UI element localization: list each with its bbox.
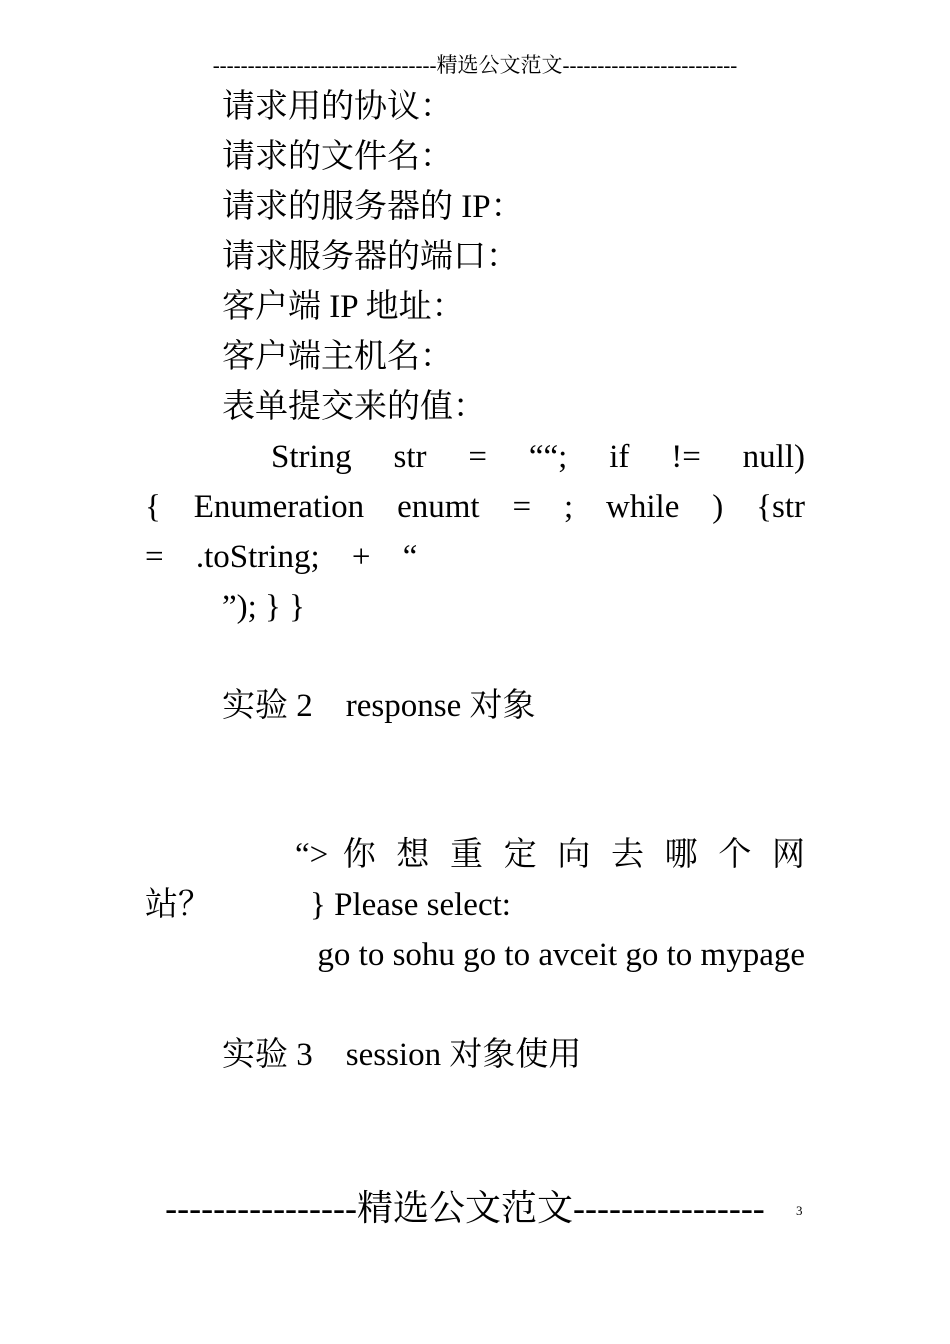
list-item-protocol: 请求用的协议： xyxy=(222,89,453,125)
list-item-client-ip: 客户端 IP 地址： xyxy=(222,289,465,325)
code-line-3-text: = .toString; + “ xyxy=(145,539,418,575)
redirect-line-3: go to sohu go to avceit go to mypage xyxy=(317,937,805,973)
list-item-client-hostname: 客户端主机名： xyxy=(222,339,453,375)
list-item-form-values: 表单提交来的值： xyxy=(222,389,486,425)
code-line-4: ”); } } xyxy=(222,589,305,625)
list-item-server-ip: 请求的服务器的 IP： xyxy=(222,189,524,225)
code-block xyxy=(145,432,805,632)
page-number: 3 xyxy=(796,1203,803,1218)
list-item-server-port: 请求服务器的端口： xyxy=(222,239,519,275)
redirect-line-1: “> 你 想 重 定 向 去 哪 个 网 xyxy=(295,837,805,873)
redirect-block xyxy=(145,830,805,980)
list-item-filename: 请求的文件名： xyxy=(222,139,453,175)
section-2-heading: 实验 2 response 对象 xyxy=(222,688,536,724)
code-line-1: String str = ““; if != null) xyxy=(271,439,805,475)
redirect-line-2: 站？ } Please select: xyxy=(145,887,511,923)
page-footer: ----------------精选公文范文---------------- xyxy=(165,1188,765,1228)
page-header: --------------------------------精选公文范文------------------------- xyxy=(212,53,738,77)
code-line-2: { Enumeration enumt = ; while ) {str xyxy=(145,489,805,525)
code-line-3 xyxy=(145,532,805,582)
section-3-heading: 实验 3 session 对象使用 xyxy=(222,1037,582,1073)
